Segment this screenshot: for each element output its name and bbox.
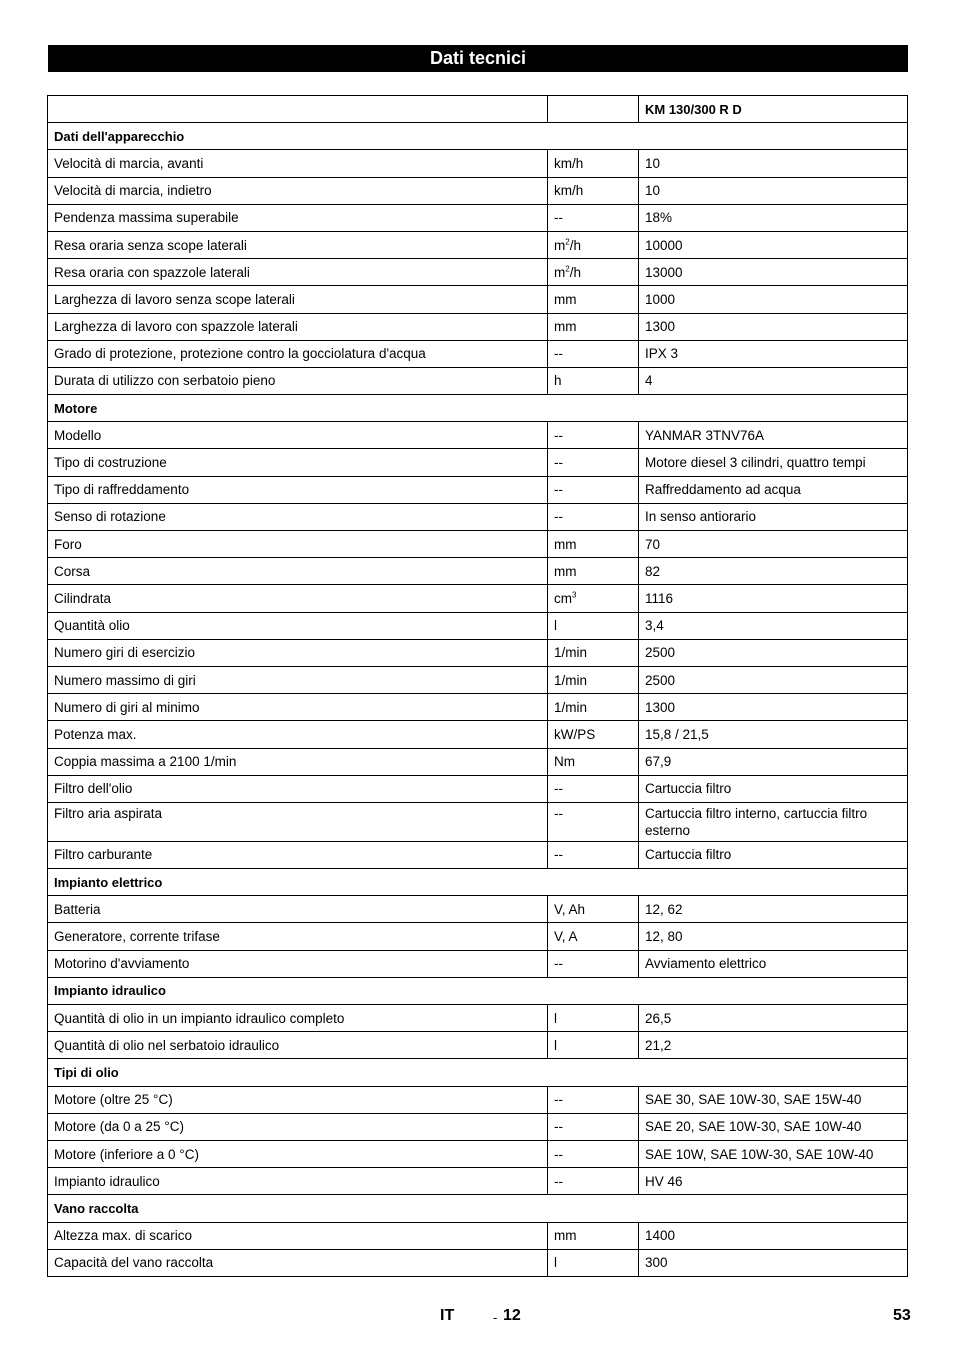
spec-value: 4	[639, 367, 908, 394]
spec-unit: Nm	[548, 748, 639, 775]
spec-unit: l	[548, 1249, 639, 1276]
spec-value: SAE 30, SAE 10W-30, SAE 15W-40	[639, 1086, 908, 1113]
table-row	[48, 503, 908, 530]
table-row	[48, 802, 908, 841]
spec-unit: mm	[548, 286, 639, 313]
spec-label: Impianto idraulico	[48, 1168, 548, 1195]
spec-unit	[548, 231, 639, 258]
unit-base: m	[554, 237, 566, 253]
spec-unit: --	[548, 1086, 639, 1113]
section-header-row	[48, 395, 908, 422]
spec-unit: --	[548, 775, 639, 802]
section-header-row	[48, 977, 908, 1004]
spec-unit: --	[548, 476, 639, 503]
spec-label: Larghezza di lavoro con spazzole laterali	[48, 313, 548, 340]
spec-unit: mm	[548, 558, 639, 585]
spec-label: Cilindrata	[48, 585, 548, 612]
table-row	[48, 204, 908, 231]
table-row	[48, 259, 908, 286]
spec-value: 10	[639, 177, 908, 204]
spec-value: HV 46	[639, 1168, 908, 1195]
table-row	[48, 150, 908, 177]
spec-value: SAE 10W, SAE 10W-30, SAE 10W-40	[639, 1140, 908, 1167]
spec-label: Filtro dell'olio	[48, 775, 548, 802]
table-row	[48, 896, 908, 923]
table-row	[48, 1005, 908, 1032]
spec-unit: km/h	[548, 177, 639, 204]
table-header-row	[48, 96, 908, 123]
unit-superscript: 2	[565, 264, 570, 274]
spec-label: Altezza max. di scarico	[48, 1222, 548, 1249]
spec-value: 18%	[639, 204, 908, 231]
unit-suffix: /h	[569, 264, 581, 280]
spec-label: Filtro aria aspirata	[48, 802, 548, 841]
table-row	[48, 1086, 908, 1113]
table-row	[48, 841, 908, 868]
spec-unit	[548, 585, 639, 612]
table-row	[48, 721, 908, 748]
table-row	[48, 748, 908, 775]
spec-unit: --	[548, 503, 639, 530]
spec-label: Velocità di marcia, indietro	[48, 177, 548, 204]
table-row	[48, 367, 908, 394]
section-title: Vano raccolta	[48, 1195, 908, 1222]
spec-label: Pendenza massima superabile	[48, 204, 548, 231]
spec-label: Grado di protezione, protezione contro la gocciolatura d'acqua	[48, 340, 548, 367]
table-row	[48, 231, 908, 258]
spec-label: Velocità di marcia, avanti	[48, 150, 548, 177]
spec-value: 2500	[639, 666, 908, 693]
spec-unit: l	[548, 612, 639, 639]
table-row	[48, 950, 908, 977]
table-row	[48, 694, 908, 721]
spec-value: YANMAR 3TNV76A	[639, 422, 908, 449]
section-header-row	[48, 1059, 908, 1086]
spec-value: 26,5	[639, 1005, 908, 1032]
spec-value: 13000	[639, 259, 908, 286]
table-row	[48, 177, 908, 204]
spec-value: 10000	[639, 231, 908, 258]
section-title: Dati dell'apparecchio	[48, 123, 908, 150]
table-row	[48, 1249, 908, 1276]
footer-page-number: 53	[893, 1307, 911, 1324]
spec-value: 1400	[639, 1222, 908, 1249]
spec-label: Potenza max.	[48, 721, 548, 748]
spec-unit: --	[548, 1113, 639, 1140]
table-row	[48, 1032, 908, 1059]
spec-value: 70	[639, 531, 908, 558]
spec-unit: l	[548, 1032, 639, 1059]
table-row	[48, 775, 908, 802]
unit-suffix: /h	[569, 237, 581, 253]
unit-base: m	[554, 264, 566, 280]
table-row	[48, 639, 908, 666]
spec-unit: --	[548, 1140, 639, 1167]
spec-value: 12, 62	[639, 896, 908, 923]
spec-value: Avviamento elettrico	[639, 950, 908, 977]
spec-value: 1300	[639, 313, 908, 340]
table-row	[48, 422, 908, 449]
spec-unit: km/h	[548, 150, 639, 177]
spec-value: Cartuccia filtro	[639, 775, 908, 802]
page-title: Dati tecnici	[48, 45, 908, 72]
table-row	[48, 1222, 908, 1249]
spec-value: SAE 20, SAE 10W-30, SAE 10W-40	[639, 1113, 908, 1140]
spec-value: 82	[639, 558, 908, 585]
section-title: Impianto elettrico	[48, 869, 908, 896]
spec-label: Modello	[48, 422, 548, 449]
footer-dash: -	[493, 1310, 498, 1325]
spec-label: Filtro carburante	[48, 841, 548, 868]
table-row	[48, 585, 908, 612]
spec-label: Resa oraria senza scope laterali	[48, 231, 548, 258]
unit-superscript: 2	[565, 237, 570, 247]
spec-unit: h	[548, 367, 639, 394]
technical-data-table	[47, 95, 908, 1277]
table-row	[48, 666, 908, 693]
spec-label: Larghezza di lavoro senza scope laterali	[48, 286, 548, 313]
spec-value: 1116	[639, 585, 908, 612]
section-title: Impianto idraulico	[48, 977, 908, 1004]
spec-value: 1300	[639, 694, 908, 721]
section-header-row	[48, 869, 908, 896]
spec-label: Quantità di olio nel serbatoio idraulico	[48, 1032, 548, 1059]
section-header-row	[48, 1195, 908, 1222]
spec-value: 2500	[639, 639, 908, 666]
spec-unit: V, Ah	[548, 896, 639, 923]
spec-unit: V, A	[548, 923, 639, 950]
spec-label: Foro	[48, 531, 548, 558]
table-row	[48, 923, 908, 950]
footer-section-page: 12	[503, 1307, 521, 1324]
spec-unit: mm	[548, 531, 639, 558]
spec-value: 15,8 / 21,5	[639, 721, 908, 748]
header-unit-cell	[548, 96, 639, 123]
table-row	[48, 1168, 908, 1195]
spec-unit: kW/PS	[548, 721, 639, 748]
spec-unit: --	[548, 1168, 639, 1195]
spec-unit: --	[548, 340, 639, 367]
spec-value: In senso antiorario	[639, 503, 908, 530]
table-row	[48, 531, 908, 558]
spec-label: Generatore, corrente trifase	[48, 923, 548, 950]
unit-superscript: 3	[572, 590, 577, 600]
spec-unit: --	[548, 422, 639, 449]
spec-label: Quantità di olio in un impianto idraulico completo	[48, 1005, 548, 1032]
spec-value: Raffreddamento ad acqua	[639, 476, 908, 503]
spec-label: Motore (oltre 25 °C)	[48, 1086, 548, 1113]
spec-unit: l	[548, 1005, 639, 1032]
spec-unit: --	[548, 802, 639, 841]
section-title: Tipi di olio	[48, 1059, 908, 1086]
spec-label: Durata di utilizzo con serbatoio pieno	[48, 367, 548, 394]
spec-value: Cartuccia filtro	[639, 841, 908, 868]
spec-value: 12, 80	[639, 923, 908, 950]
table-row	[48, 1140, 908, 1167]
table-row	[48, 1113, 908, 1140]
table-row	[48, 340, 908, 367]
spec-unit: 1/min	[548, 694, 639, 721]
table-row	[48, 286, 908, 313]
spec-label: Numero giri di esercizio	[48, 639, 548, 666]
spec-value: 3,4	[639, 612, 908, 639]
spec-unit: --	[548, 449, 639, 476]
spec-label: Coppia massima a 2100 1/min	[48, 748, 548, 775]
header-label-cell	[48, 96, 548, 123]
spec-value: Cartuccia filtro interno, cartuccia filtro esterno	[639, 802, 908, 841]
spec-label: Tipo di costruzione	[48, 449, 548, 476]
spec-label: Motore (inferiore a 0 °C)	[48, 1140, 548, 1167]
footer-language: IT	[440, 1307, 455, 1324]
spec-label: Quantità olio	[48, 612, 548, 639]
spec-label: Motorino d'avviamento	[48, 950, 548, 977]
header-model-cell: KM 130/300 R D	[639, 96, 908, 123]
spec-unit: 1/min	[548, 639, 639, 666]
spec-value: 21,2	[639, 1032, 908, 1059]
spec-label: Motore (da 0 a 25 °C)	[48, 1113, 548, 1140]
spec-unit: mm	[548, 1222, 639, 1249]
spec-label: Capacità del vano raccolta	[48, 1249, 548, 1276]
spec-unit: --	[548, 204, 639, 231]
spec-unit: --	[548, 950, 639, 977]
spec-unit: --	[548, 841, 639, 868]
table-row	[48, 476, 908, 503]
section-title: Motore	[48, 395, 908, 422]
spec-label: Numero massimo di giri	[48, 666, 548, 693]
spec-value: 67,9	[639, 748, 908, 775]
spec-value: Motore diesel 3 cilindri, quattro tempi	[639, 449, 908, 476]
section-header-row	[48, 123, 908, 150]
spec-label: Batteria	[48, 896, 548, 923]
spec-label: Senso di rotazione	[48, 503, 548, 530]
table-row	[48, 558, 908, 585]
table-row	[48, 449, 908, 476]
spec-value: 300	[639, 1249, 908, 1276]
spec-value: IPX 3	[639, 340, 908, 367]
spec-unit: mm	[548, 313, 639, 340]
spec-value: 10	[639, 150, 908, 177]
spec-unit	[548, 259, 639, 286]
table-row	[48, 313, 908, 340]
spec-label: Resa oraria con spazzole laterali	[48, 259, 548, 286]
spec-label: Corsa	[48, 558, 548, 585]
spec-label: Tipo di raffreddamento	[48, 476, 548, 503]
spec-unit: 1/min	[548, 666, 639, 693]
table-row	[48, 612, 908, 639]
spec-label: Numero di giri al minimo	[48, 694, 548, 721]
unit-base: cm	[554, 590, 572, 606]
spec-value: 1000	[639, 286, 908, 313]
